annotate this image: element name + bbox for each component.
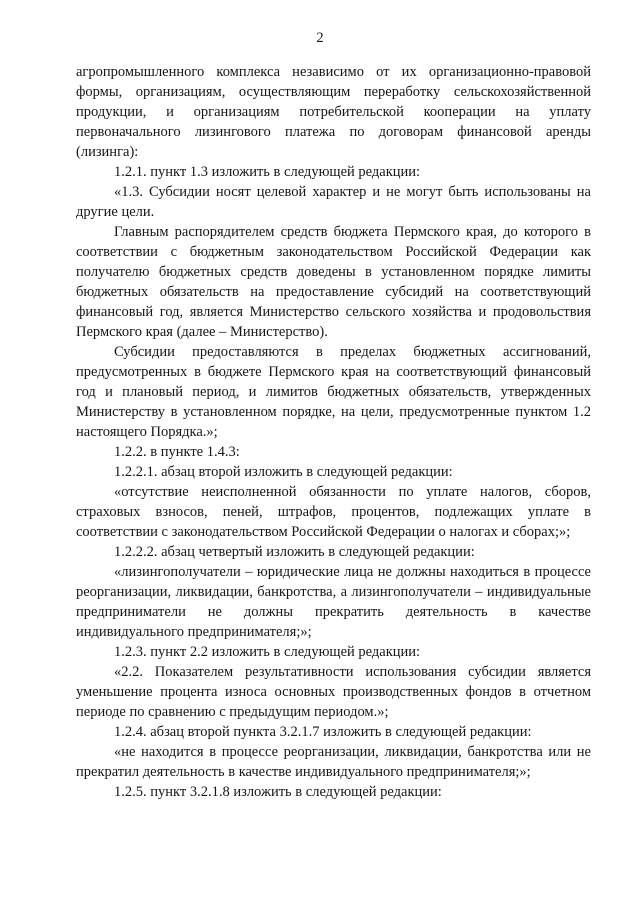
page-number: 2 (316, 30, 324, 46)
paragraph: 1.2.3. пункт 2.2 изложить в следующей редакции: (114, 644, 421, 660)
paragraph: 1.2.2. в пункте 1.4.3: (114, 444, 240, 460)
paragraph: «2.2. Показателем результативности использования субсидии является уменьшение процента износа основных производственных фондов в отчетном периоде по сравнению с предыдущим периодом.»; (76, 664, 591, 720)
paragraph: «отсутствие неисполненной обязанности по уплате налогов, сборов, страховых взносов, пеней, штрафов, процентов, подлежащих уплате в соответствии с законодательством Российской Федерации о налогах и сборах;»; (76, 484, 591, 540)
document-body (76, 62, 591, 802)
paragraph: «лизингополучатели – юридические лица не должны находиться в процессе реорганизации, ликвидации, банкротства, а лизингополучатели – индивидуальные предприниматели не должны прекратить деятельность в качестве индивидуального предпринимателя;»; (76, 564, 591, 640)
paragraph: 1.2.2.2. абзац четвертый изложить в следующей редакции: (114, 544, 475, 560)
paragraph: 1.2.5. пункт 3.2.1.8 изложить в следующей редакции: (114, 784, 442, 800)
paragraph: 1.2.4. абзац второй пункта 3.2.1.7 изложить в следующей редакции: (114, 724, 532, 740)
paragraph: «не находится в процессе реорганизации, ликвидации, банкротства или не прекратил деятельность в качестве индивидуального предпринимателя;»; (76, 744, 591, 780)
paragraph: 1.2.2.1. абзац второй изложить в следующей редакции: (114, 464, 453, 480)
paragraph: агропромышленного комплекса независимо от их организационно-правовой формы, организациям, осуществляющим переработку сельскохозяйственной продукции, и организациям потребительской кооперации на уплату первоначального лизингового платежа по договорам финансовой аренды (лизинга): (76, 64, 591, 160)
paragraph: Субсидии предоставляются в пределах бюджетных ассигнований, предусмотренных в бюджете Пермского края на соответствующий финансовый год и плановый период, и лимитов бюджетных обязательств, утвержденных Министерству в установленном порядке, на цели, предусмотренные пунктом 1.2 настоящего Порядка.»; (76, 344, 591, 440)
paragraph: 1.2.1. пункт 1.3 изложить в следующей редакции: (114, 164, 421, 180)
paragraph: «1.3. Субсидии носят целевой характер и не могут быть использованы на другие цели. (76, 184, 591, 220)
paragraph: Главным распорядителем средств бюджета Пермского края, до которого в соответствии с бюджетным законодательством Российской Федерации как получателю бюджетных средств доведены в установленном порядке лимиты бюджетных обязательств на предоставление субсидий на соответствующий финансовый год, является Министерство сельского хозяйства и продовольствия Пермского края (далее – Министерство). (76, 224, 591, 340)
